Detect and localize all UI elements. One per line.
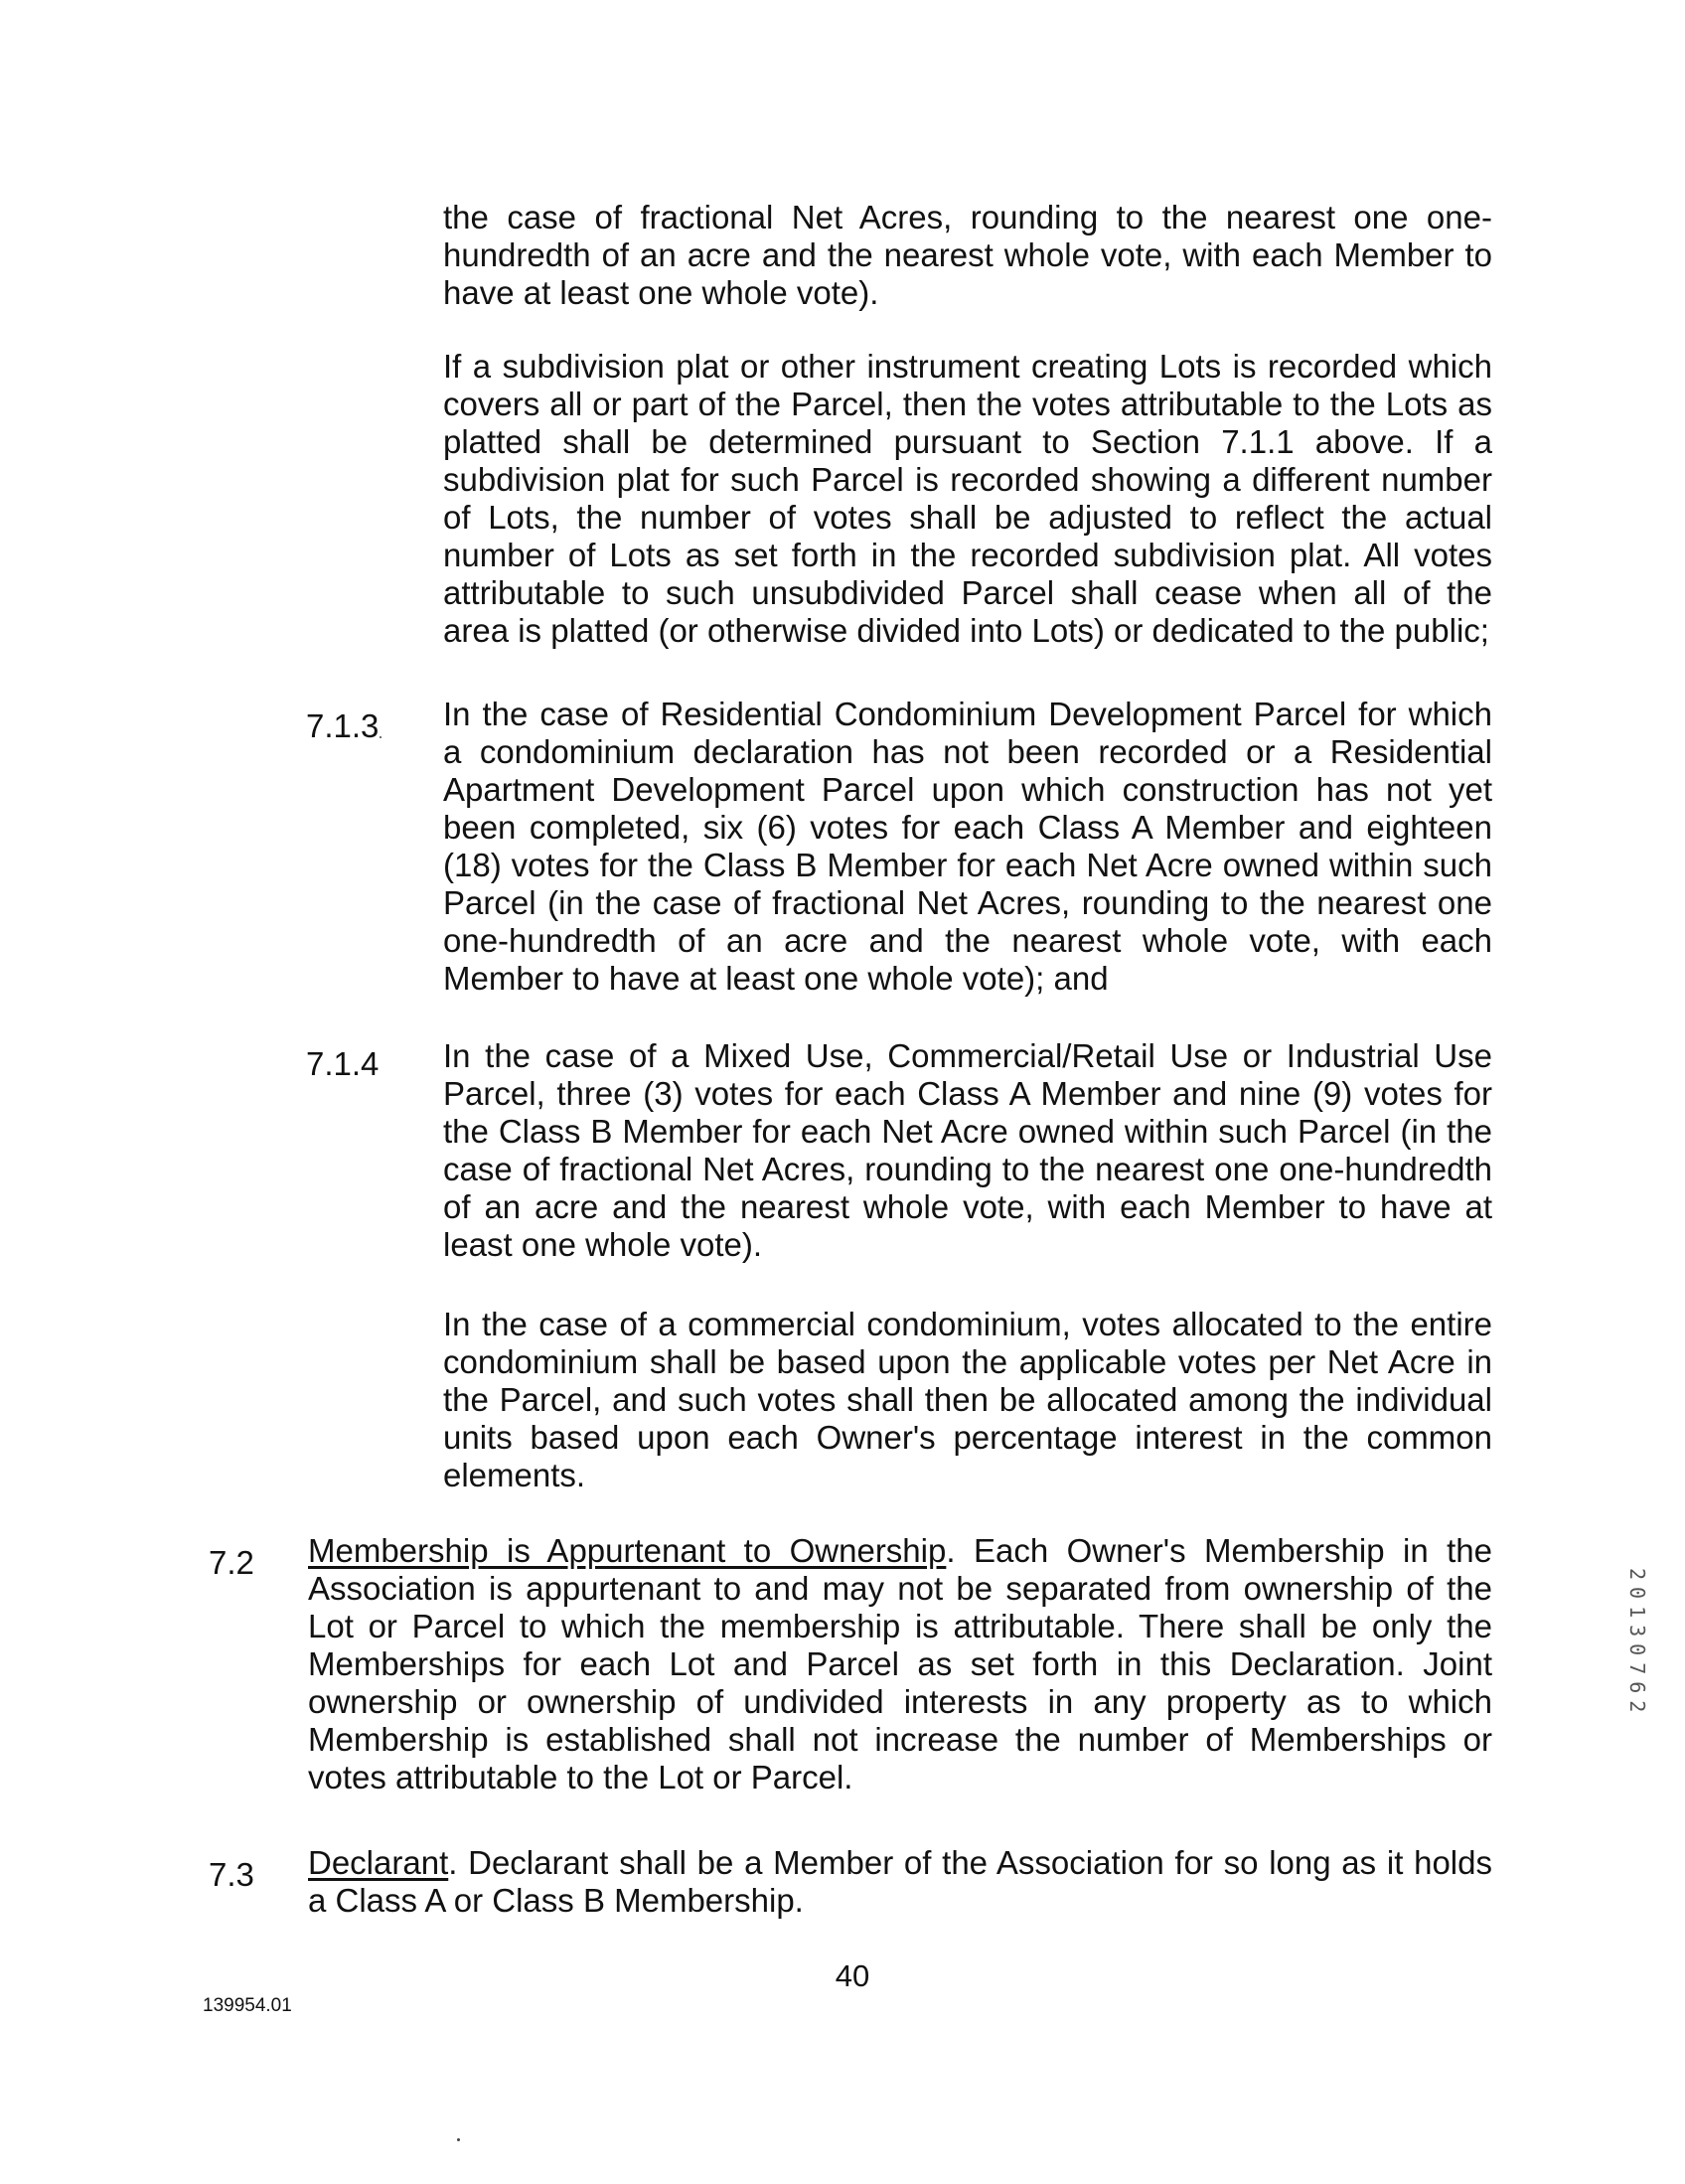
section-7-3-text: . Declarant shall be a Member of the Association for so long as it holds a Class A or Class B Membership. <box>308 1844 1492 1919</box>
scan-speck <box>380 736 382 738</box>
section-number-7-1-4: 7.1.4 <box>306 1045 380 1082</box>
section-7-2-heading: Membership is Appurtenant to Ownership <box>308 1532 947 1569</box>
section-number-7-1-3: 7.1.3 <box>306 707 380 744</box>
subdivision-paragraph: If a subdivision plat or other instrument creating Lots is recorded which covers all or part of the Parcel, then the votes attributable to the Lots as platted shall be determined pursuant to Section 7.1.1 above. If a subdivision plat for such Parcel is recorded showing a different number of Lots, the number of votes shall be adjusted to reflect the actual number of Lots as set forth in the recorded subdivision plat. All votes attributable to such unsubdivided Parcel shall cease when all of the area is platted (or otherwise divided into Lots) or dedicated to the public; <box>443 348 1492 649</box>
document-id: 139954.01 <box>203 1995 292 2016</box>
commercial-condominium-paragraph: In the case of a commercial condominium, votes allocated to the entire condominium shall be based upon the applicable votes per Net Acre in the Parcel, and such votes shall then be allocated among the individual units based upon each Owner's percentage interest in the common elements. <box>443 1306 1492 1493</box>
section-7-2-paragraph <box>308 1532 1492 1796</box>
section-7-3-paragraph <box>308 1844 1492 1920</box>
section-7-1-3-text: In the case of Residential Condominium Development Parcel for which a condominium declaration has not been recorded or a Residential Apartment Development Parcel upon which construction has not yet been completed, six (6) votes for each Class A Member and eighteen (18) votes for the Class B Member for each Net Acre owned within such Parcel (in the case of fractional Net Acres, rounding to the nearest one one-hundredth of an acre and the nearest whole vote, with each Member to have at least one whole vote); and <box>443 696 1492 997</box>
section-7-2-text: . Each Owner's Membership in the Association is appurtenant to and may not be separated from ownership of the Lot or Parcel to which the membership is attributable. There shall be only the Memberships for each Lot and Parcel as set forth in this Declaration. Joint ownership or ownership of undivided interests in any property as to which Membership is established shall not increase the number of Memberships or votes attributable to the Lot or Parcel. <box>308 1532 1492 1795</box>
section-7-3-heading: Declarant <box>308 1844 449 1881</box>
continuation-paragraph: the case of fractional Net Acres, rounding to the nearest one one-hundredth of an acre and the nearest whole vote, with each Member to have at least one whole vote). <box>443 199 1492 311</box>
page-number: 40 <box>835 1958 870 1993</box>
section-number-7-3: 7.3 <box>209 1856 254 1893</box>
section-7-1-4-text: In the case of a Mixed Use, Commercial/Retail Use or Industrial Use Parcel, three (3) votes for each Class A Member and nine (9) votes for the Class B Member for each Net Acre owned within such Parcel (in the case of fractional Net Acres, rounding to the nearest one one-hundredth of an acre and the nearest whole vote, with each Member to have at least one whole vote). <box>443 1037 1492 1263</box>
margin-stamp <box>1625 1568 1649 1926</box>
scan-speck <box>457 2138 460 2141</box>
section-number-7-2: 7.2 <box>209 1544 254 1581</box>
margin-stamp-text: 20130762 <box>1625 1568 1649 1720</box>
